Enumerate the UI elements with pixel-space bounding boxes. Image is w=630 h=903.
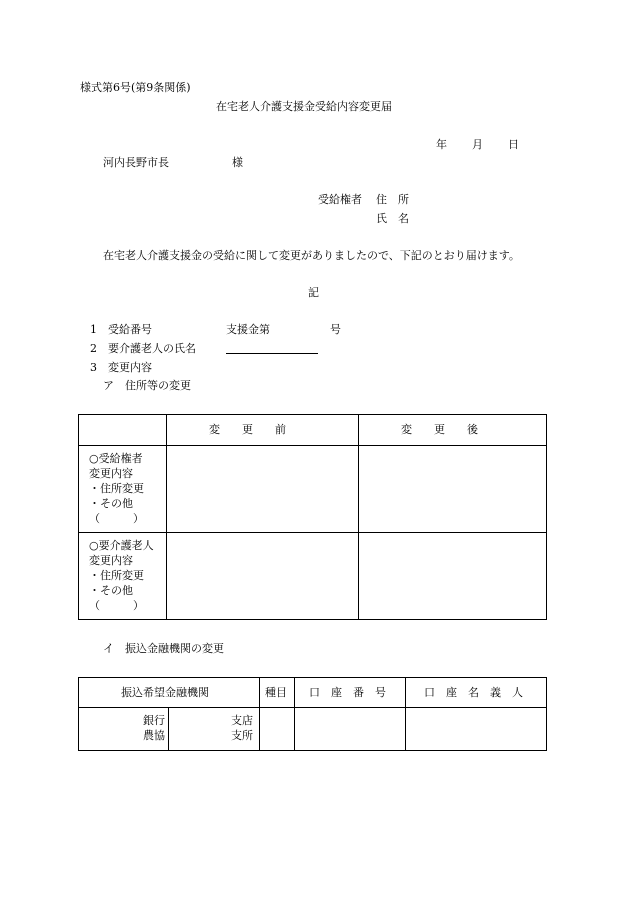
table2-header-bank: 振込希望金融機関 — [121, 686, 209, 699]
table1-header-after: 変 更 後 — [401, 423, 478, 436]
table2-col-divider-3 — [405, 677, 406, 751]
applicant-role: 受給権者 — [318, 193, 362, 206]
item1-value-suffix: 号 — [330, 323, 341, 336]
table2-bank-inner-divider — [168, 707, 169, 751]
table2-col-divider-2 — [294, 677, 295, 751]
applicant-address-label: 住 所 — [376, 193, 409, 206]
table2-branch-labels: 支店 支所 — [231, 714, 253, 742]
table2-bank-type-labels: 銀行 農協 — [143, 714, 165, 742]
addressee-name: 河内長野市長 — [103, 156, 169, 169]
document-title: 在宅老人介護支援金受給内容変更届 — [216, 100, 392, 113]
form-number: 様式第6号(第9条関係) — [80, 81, 191, 94]
item2-number: 2 — [90, 342, 97, 355]
date-month-label: 月 — [472, 138, 483, 151]
table2-header-divider — [78, 707, 547, 708]
table1-header-divider — [78, 445, 547, 446]
item1-value-prefix: 支援金第 — [226, 323, 270, 336]
sub-a-label: ア 住所等の変更 — [103, 379, 191, 392]
notice-body-text: 在宅老人介護支援金の受給に関して変更がありましたので、下記のとおり届けます。 — [103, 249, 520, 262]
table2-header-account-number: 口 座 番 号 — [309, 686, 386, 699]
item2-label: 要介護老人の氏名 — [108, 342, 196, 355]
table1-row2-label: ○要介護老人 変更内容 ・住所変更 ・その他 （ ） — [89, 539, 154, 612]
addressee-honorific: 様 — [232, 156, 243, 169]
applicant-name-label: 氏 名 — [376, 212, 409, 225]
table2-col-divider-1 — [259, 677, 260, 751]
item2-underline — [226, 353, 318, 354]
item1-label: 受給番号 — [108, 323, 152, 336]
table1-header-before: 変 更 前 — [209, 423, 286, 436]
item3-label: 変更内容 — [108, 361, 152, 374]
table1-row1-label: ○受給権者 変更内容 ・住所変更 ・その他 （ ） — [89, 452, 144, 525]
table2-header-type: 種目 — [265, 686, 287, 699]
date-year-label: 年 — [436, 138, 447, 151]
table1-row-divider — [78, 532, 547, 533]
sub-i-label: イ 振込金融機関の変更 — [103, 642, 224, 655]
item3-number: 3 — [90, 361, 97, 374]
date-day-label: 日 — [508, 138, 519, 151]
table2-header-account-name: 口 座 名 義 人 — [424, 686, 523, 699]
item1-number: 1 — [90, 323, 97, 336]
ki-heading: 記 — [308, 286, 319, 299]
